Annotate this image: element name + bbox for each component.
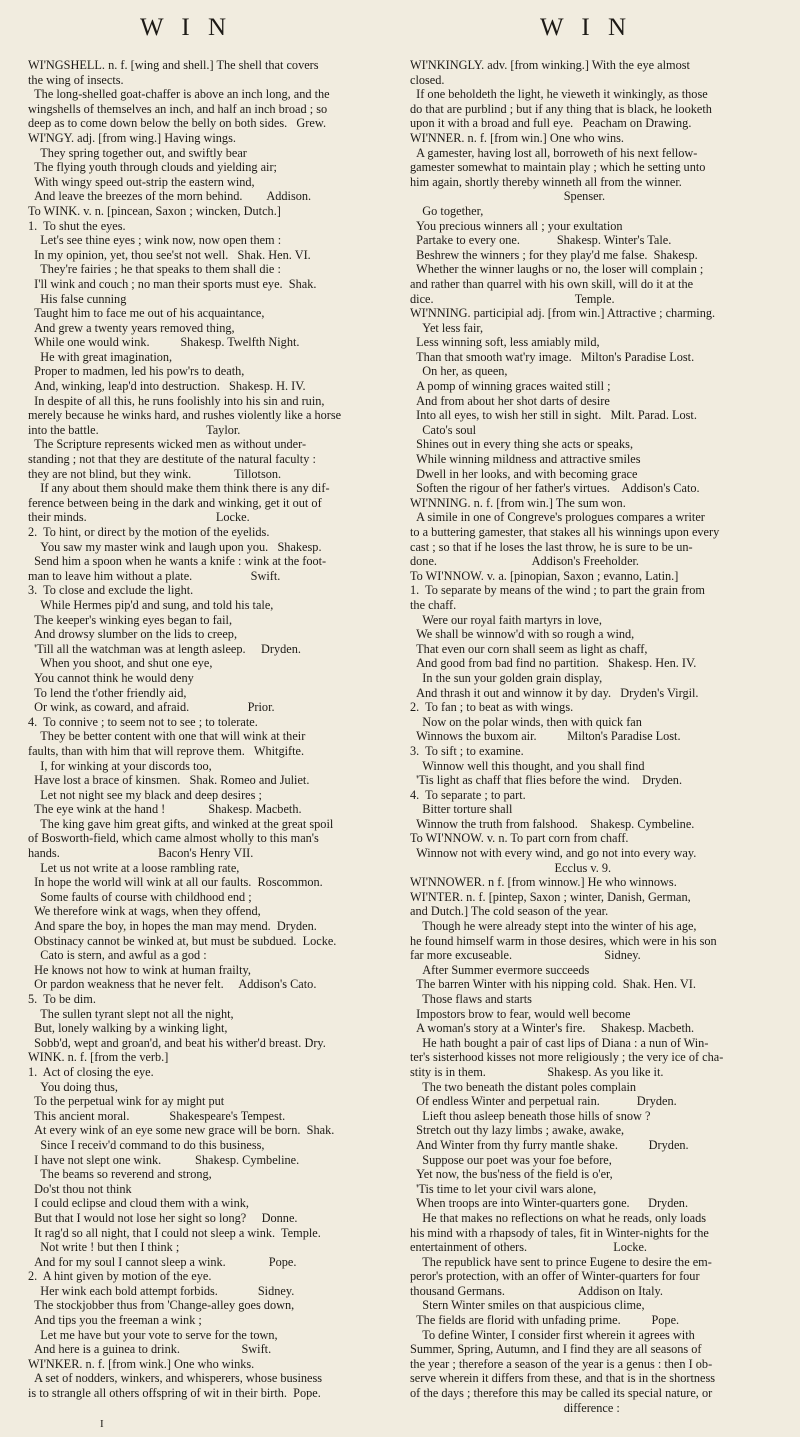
running-head-left: W I N [140, 14, 233, 41]
text-line: is to strangle all others offspring of wit in their birth. Pope. [28, 1386, 321, 1401]
text-line: Ecclus v. 9. [410, 860, 612, 875]
text-line: entertainment of others. Locke. [410, 1240, 647, 1255]
text-line: of the days ; therefore this may be called its special nature, or [410, 1386, 713, 1401]
text-line: WI'NNING. participial adj. [from win.] Attractive ; charming. [410, 306, 716, 321]
text-line: Than that smooth wat'ry image. Milton's Paradise Lost. [410, 349, 695, 364]
text-line: They're fairies ; he that speaks to them shall die : [28, 262, 281, 277]
text-line: A gamester, having lost all, borroweth of his next fellow- [410, 145, 698, 160]
text-line: him again, shortly thereby winneth all from the winner. [410, 174, 682, 189]
text-line: Some faults of course with childhood end ; [28, 889, 252, 904]
text-line: In my opinion, yet, thou see'st not well. Shak. Hen. VI. [28, 247, 311, 262]
text-line: Whether the winner laughs or no, the loser will complain ; [410, 262, 704, 277]
text-line: WI'NKER. n. f. [from wink.] One who winks. [28, 1356, 255, 1371]
text-line: Impostors brow to fear, would well become [410, 1006, 631, 1021]
text-line: A set of nodders, winkers, and whisperers, whose business [28, 1371, 323, 1386]
text-line: the wing of insects. [28, 72, 124, 87]
text-line: closed. [410, 72, 445, 87]
text-line: their minds. Locke. [28, 510, 250, 525]
text-line: While Hermes pip'd and sung, and told his tale, [28, 597, 274, 612]
text-line: man to leave him without a plate. Swift. [28, 568, 281, 583]
text-line: His false cunning [28, 291, 127, 306]
text-line: Those flaws and starts [410, 992, 532, 1006]
text-line: faults, than with him that will reprove them. Whitgifte. [28, 743, 305, 758]
text-line: But, lonely walking by a winking light, [28, 1021, 228, 1036]
text-line: 'Tis light as chaff that flies before the wind. Dryden. [410, 773, 683, 788]
text-line: With wingy speed out-strip the eastern wind, [28, 174, 255, 189]
text-line: Let not night see my black and deep desires ; [28, 787, 262, 802]
text-line: And from about her shot darts of desire [410, 393, 610, 408]
text-line: Of endless Winter and perpetual rain. Dryden. [410, 1094, 677, 1109]
text-line: 3. To close and exclude the light. [28, 583, 194, 598]
text-line: I have not slept one wink. Shakesp. Cymbeline. [28, 1152, 300, 1167]
text-line: When troops are into Winter-quarters gone. Dryden. [410, 1196, 689, 1211]
text-line: Let's see thine eyes ; wink now, now open them : [28, 233, 282, 248]
text-line: And drowsy slumber on the lids to creep, [28, 627, 238, 642]
text-line: Into all eyes, to wish her still in sight. Milt. Parad. Lost. [410, 408, 697, 423]
text-line: Dwell in her looks, and with becoming grace [410, 466, 638, 481]
text-line: Sobb'd, wept and groan'd, and beat his wither'd breast. Dry. [28, 1035, 326, 1050]
text-line: They be better content with one that will wink at their [28, 729, 306, 744]
text-line: Partake to every one. Shakesp. Winter's Tale. [410, 233, 672, 248]
text-line: You doing thus, [28, 1079, 118, 1094]
text-line: To lend the t'other friendly aid, [28, 685, 187, 700]
text-line: Cato is stern, and awful as a god : [28, 948, 207, 963]
text-line: And, winking, leap'd into destruction. Shakesp. H. IV. [28, 379, 306, 394]
signature-mark: I [100, 1418, 104, 1430]
text-line: Winnow not with every wind, and go not into every way. [410, 846, 697, 861]
text-line: Let us not write at a loose rambling rate, [28, 860, 240, 875]
text-line: Since I receiv'd command to do this business, [28, 1137, 265, 1152]
text-line: serve wherein it differs from these, and that is in the shortness [410, 1371, 716, 1386]
text-line: And good from bad find no partition. Shakesp. Hen. IV. [410, 656, 697, 671]
text-line: dice. Temple. [410, 291, 615, 306]
text-line: He hath bought a pair of cast lips of Diana : a nun of Win- [410, 1035, 709, 1050]
text-line: In despite of all this, he runs foolishly into his sin and ruin, [28, 393, 325, 408]
text-line: And leave the breezes of the morn behind. Addison. [28, 189, 312, 204]
text-line: Send him a spoon when he wants a knife : wink at the foot- [28, 554, 327, 569]
text-line: 2. To hint, or direct by the motion of the eyelids. [28, 525, 270, 539]
text-line: The barren Winter with his nipping cold. Shak. Hen. VI. [410, 977, 696, 992]
text-line: Lieft thou asleep beneath those hills of snow ? [410, 1108, 651, 1123]
text-line: 4. To separate ; to part. [410, 787, 526, 802]
text-line: WI'NGY. adj. [from wing.] Having wings. [28, 130, 236, 145]
text-line: They spring together out, and swiftly bear [28, 145, 247, 160]
text-line: 2. A hint given by motion of the eye. [28, 1269, 212, 1284]
text-line: Cato's soul [410, 422, 477, 437]
text-line: 4. To connive ; to seem not to see ; to tolerate. [28, 714, 258, 729]
text-line: upon it with a broad and full eye. Peacham on Drawing. [410, 116, 692, 131]
text-line: ference between being in the dark and winking, get it out of [28, 495, 322, 510]
text-line: A pomp of winning graces waited still ; [410, 379, 611, 394]
text-line: Or pardon weakness that he never felt. Addison's Cato. [28, 977, 317, 992]
text-line: Yet now, the bus'ness of the field is o'er, [410, 1167, 613, 1182]
text-line: You cannot think he would deny [28, 670, 194, 685]
text-line: thousand Germans. Addison on Italy. [410, 1283, 663, 1298]
text-line: That even our corn shall seem as light as chaff, [410, 641, 648, 656]
text-line: WI'NKINGLY. adv. [from winking.] With the eye almost [410, 58, 690, 72]
text-line: He that makes no reflections on what he reads, only loads [410, 1210, 707, 1225]
text-line: merely because he winks hard, and rushes violently like a horse [28, 408, 342, 423]
text-line: The flying youth through clouds and yielding air; [28, 160, 277, 175]
text-line: they are not blind, but they wink. Tillotson. [28, 466, 282, 481]
text-line: After Summer evermore succeeds [410, 962, 590, 977]
text-line: And grew a twenty years removed thing, [28, 320, 235, 335]
text-line: 1. To separate by means of the wind ; to part the grain from [410, 583, 705, 598]
text-line: 5. To be dim. [28, 992, 96, 1006]
text-line: Beshrew the winners ; for they play'd me false. Shakesp. [410, 247, 698, 262]
text-line: Her wink each bold attempt forbids. Sidney. [28, 1283, 295, 1298]
text-line: While winning mildness and attractive smiles [410, 452, 641, 467]
text-line: WI'NGSHELL. n. f. [wing and shell.] The shell that covers [28, 58, 319, 72]
text-line: Soften the rigour of her father's virtues. Addison's Cato. [410, 481, 700, 496]
text-line: Obstinacy cannot be winked at, but must be subdued. Locke. [28, 933, 337, 948]
text-line: We therefore wink at wags, when they offend, [28, 904, 261, 919]
text-line: Proper to madmen, led his pow'rs to death, [28, 364, 245, 379]
text-line: To WI'NNOW. v. n. To part corn from chaff. [410, 831, 629, 846]
text-line: Have lost a brace of kinsmen. Shak. Romeo and Juliet. [28, 773, 310, 788]
text-line: Shines out in every thing she acts or speaks, [410, 437, 634, 452]
text-line: I'll wink and couch ; no man their sports must eye. Shak. [28, 276, 317, 291]
text-line: I could eclipse and cloud them with a wink, [28, 1196, 249, 1211]
text-line: into the battle. Taylor. [28, 422, 241, 437]
text-line: When you shoot, and shut one eye, [28, 656, 213, 671]
text-line: 'Till all the watchman was at length asleep. Dryden. [28, 641, 301, 656]
text-line: In the sun your golden grain display, [410, 670, 603, 685]
text-line: Summer, Spring, Autumn, and I find they are all seasons of [410, 1342, 702, 1357]
text-line: 1. Act of closing the eye. [28, 1064, 154, 1079]
text-line: hands. Bacon's Henry VII. [28, 846, 254, 861]
text-line: Though he were already stept into the winter of his age, [410, 919, 697, 934]
text-line: Stern Winter smiles on that auspicious clime, [410, 1298, 645, 1313]
text-line: And here is a guinea to drink. Swift. [28, 1342, 272, 1357]
text-line: he found himself warm in those desires, which were in his son [410, 933, 717, 948]
text-line: On her, as queen, [410, 364, 508, 379]
text-line: stity is in them. Shakesp. As you like it. [410, 1064, 664, 1079]
text-line: It rag'd so all night, that I could not sleep a wink. Temple. [28, 1225, 321, 1240]
text-line: The long-shelled goat-chaffer is above an inch long, and the [28, 87, 330, 102]
text-line: 'Tis time to let your civil wars alone, [410, 1181, 597, 1196]
text-line: 3. To sift ; to examine. [410, 743, 524, 758]
text-line: At every wink of an eye some new grace will be born. Shak. [28, 1123, 335, 1138]
text-line: difference : [410, 1400, 620, 1415]
text-line: And spare the boy, in hopes the man may mend. Dryden. [28, 919, 317, 934]
text-line: The beams so reverend and strong, [28, 1167, 212, 1182]
text-line: gamester somewhat to maintain play ; which he setting unto [410, 160, 706, 175]
text-line: And for my soul I cannot sleep a wink. Pope. [28, 1254, 297, 1269]
text-line: standing ; not that they are destitute of the natural faculty : [28, 452, 316, 467]
text-line: 1. To shut the eyes. [28, 218, 126, 233]
text-line: The Scripture represents wicked men as without under- [28, 437, 307, 452]
text-line: To the perpetual wink for ay might put [28, 1094, 225, 1109]
text-line: Not write ! but then I think ; [28, 1240, 180, 1255]
text-line: Yet less fair, [410, 320, 484, 335]
text-line: ter's sisterhood kisses not more religiously ; the very ice of cha- [410, 1050, 724, 1065]
text-line: the chaff. [410, 597, 457, 612]
text-line: We shall be winnow'd with so rough a wind, [410, 627, 635, 642]
text-line: Winnows the buxom air. Milton's Paradise Lost. [410, 729, 681, 744]
text-line: You saw my master wink and laugh upon you. Shakesp. [28, 539, 322, 554]
text-line: Do'st thou not think [28, 1181, 132, 1196]
text-line: If any about them should make them think there is any dif- [28, 481, 330, 496]
text-line: Less winning soft, less amiably mild, [410, 335, 600, 350]
text-line: Or wink, as coward, and afraid. Prior. [28, 700, 275, 715]
text-line: wingshells of themselves an inch, and half an inch broad ; so [28, 101, 328, 116]
text-line: I, for winking at your discords too, [28, 758, 212, 773]
text-line: And Winter from thy furry mantle shake. Dryden. [410, 1137, 689, 1152]
right-column [410, 58, 770, 1415]
text-line: Stretch out thy lazy limbs ; awake, awake, [410, 1123, 625, 1138]
text-line: Suppose our poet was your foe before, [410, 1152, 612, 1167]
text-line: The keeper's winking eyes began to fail, [28, 612, 233, 627]
text-line: The sullen tyrant slept not all the night, [28, 1006, 234, 1021]
text-line: Winnow the truth from falshood. Shakesp. Cymbeline. [410, 816, 695, 831]
text-line: To WI'NNOW. v. a. [pinopian, Saxon ; evanno, Latin.] [410, 568, 679, 583]
text-line: The stockjobber thus from 'Change-alley goes down, [28, 1298, 295, 1313]
text-line: While one would wink. Shakesp. Twelfth Night. [28, 335, 300, 350]
text-line: To WINK. v. n. [pincean, Saxon ; wincken, Dutch.] [28, 203, 281, 218]
text-line: The republick have sent to prince Eugene to desire the em- [410, 1254, 712, 1269]
text-line: WI'NTER. n. f. [pinteр, Saxon ; winter, Danish, German, [410, 889, 691, 904]
text-line: Bitter torture shall [410, 802, 513, 817]
text-line: Let me have but your vote to serve for the town, [28, 1327, 278, 1342]
text-line: WINK. n. f. [from the verb.] [28, 1050, 169, 1065]
text-line: This ancient moral. Shakespeare's Tempest. [28, 1108, 286, 1123]
text-line: done. Addison's Freeholder. [410, 554, 640, 569]
text-line: to a buttering gamester, that stakes all his winnings upon every [410, 525, 720, 539]
text-line: peror's protection, with an offer of Winter-quarters for four [410, 1269, 700, 1284]
text-line: Go together, [410, 203, 484, 218]
text-line: A woman's story at a Winter's fire. Shakesp. Macbeth. [410, 1021, 695, 1036]
text-line: WI'NNING. n. f. [from win.] The sum won. [410, 495, 626, 510]
text-line: Spenser. [410, 189, 606, 204]
text-line: Taught him to face me out of his acquaintance, [28, 306, 265, 321]
text-line: To define Winter, I consider first wherein it agrees with [410, 1327, 695, 1342]
text-line: of Bosworth-field, which came almost wholly to this man's [28, 831, 319, 846]
text-line: The eye wink at the hand ! Shakesp. Macbeth. [28, 802, 302, 817]
text-line: Were our royal faith martyrs in love, [410, 612, 602, 627]
text-line: WI'NNOWER. n f. [from winnow.] He who winnows. [410, 875, 677, 890]
left-column [28, 58, 388, 1401]
text-line: Now on the polar winds, then with quick fan [410, 714, 642, 729]
text-line: the year ; therefore a season of the year is a genus : then I ob- [410, 1356, 713, 1371]
text-line: In hope the world will wink at all our faults. Roscommon. [28, 875, 323, 890]
text-line: The king gave him great gifts, and winked at the great spoil [28, 816, 334, 831]
text-line: And thrash it out and winnow it by day. Dryden's Virgil. [410, 685, 699, 700]
text-line: cast ; so that if he loses the last throw, he is sure to be un- [410, 539, 693, 554]
text-line: And tips you the freeman a wink ; [28, 1313, 202, 1328]
text-line: do that are purblind ; but if any thing that is black, he looketh [410, 101, 712, 116]
text-line: The fields are florid with unfading prime. Pope. [410, 1313, 680, 1328]
text-line: deep as to come down below the belly on both sides. Grew. [28, 116, 327, 131]
text-line: Winnow well this thought, and you shall find [410, 758, 645, 773]
text-line: WI'NNER. n. f. [from win.] One who wins. [410, 130, 624, 145]
running-head-right: W I N [540, 14, 633, 41]
text-line: 2. To fan ; to beat as with wings. [410, 700, 574, 715]
text-line: The two beneath the distant poles complain [410, 1079, 637, 1094]
text-line: far more excuseable. Sidney. [410, 948, 641, 963]
text-line: He knows not how to wink at human frailty, [28, 962, 251, 977]
text-line: A simile in one of Congreve's prologues compares a writer [410, 510, 705, 525]
text-line: his mind with a rhapsody of tales, fit in Winter-nights for the [410, 1225, 709, 1240]
text-line: and rather than quarrel with his own skill, will do it at the [410, 276, 694, 291]
text-line: You precious winners all ; your exultation [410, 218, 623, 233]
text-line: If one beholdeth the light, he vieweth it winkingly, as those [410, 87, 708, 102]
text-line: But that I would not lose her sight so long? Donne. [28, 1210, 298, 1225]
text-line: and Dutch.] The cold season of the year. [410, 904, 609, 919]
text-line: He with great imagination, [28, 349, 173, 364]
